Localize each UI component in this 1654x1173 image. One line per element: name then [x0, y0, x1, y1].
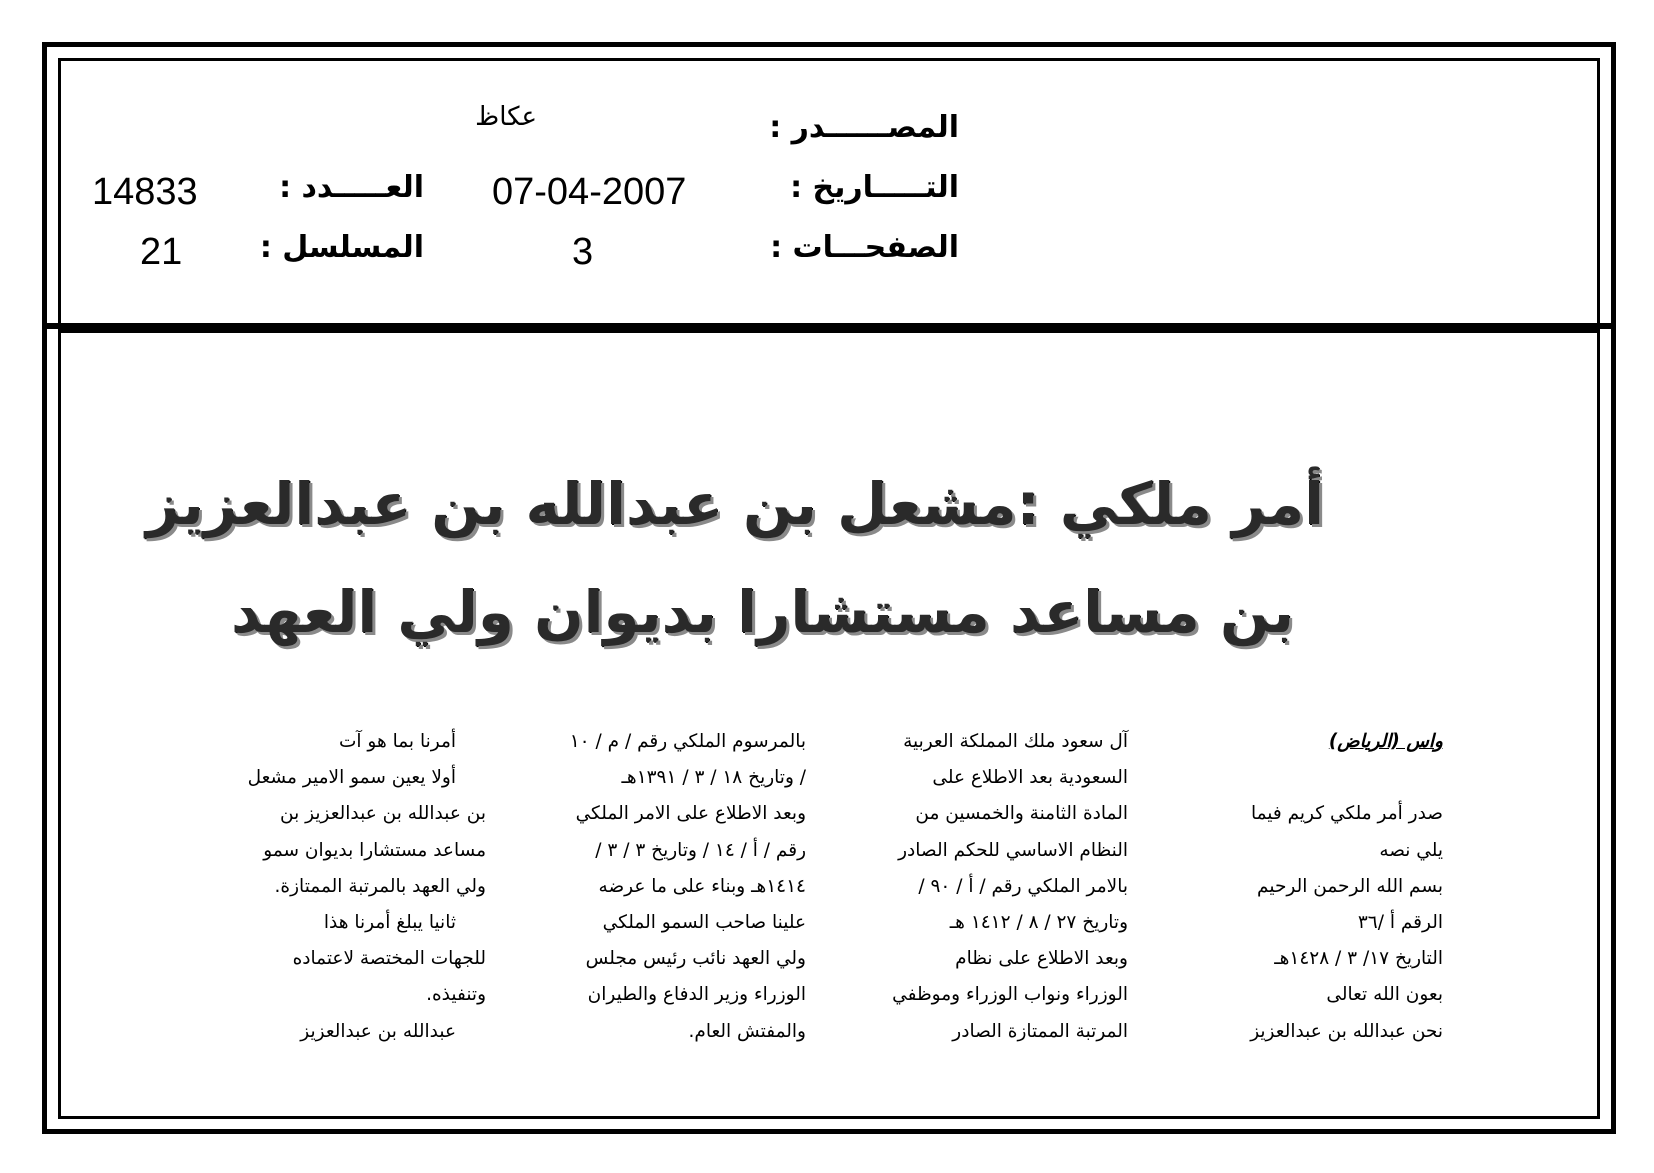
serial-value: 21 [140, 231, 183, 273]
serial-label: المسلسل : [259, 230, 424, 265]
article-line: المرتبة الممتازة الصادر [952, 1020, 1128, 1042]
pages-value: 3 [572, 231, 594, 273]
article-line: والمفتش العام. [688, 1020, 806, 1042]
article-line: بن عبدالله بن عبدالعزيز بن [280, 803, 486, 825]
article-line: ثانيا يبلغ أمرنا هذا [323, 912, 456, 934]
article-line: بالامر الملكي رقم / أ / ٩٠ / [918, 875, 1128, 897]
article-line: وبعد الاطلاع على الامر الملكي [575, 803, 806, 825]
article-line: ١٤١٤هـ وبناء على ما عرضه [598, 875, 806, 897]
pages-label: الصفحـــات : [770, 230, 959, 265]
article-line: مساعد مستشارا بديوان سمو [263, 839, 486, 861]
article-line: ولي العهد بالمرتبة الممتازة. [274, 875, 486, 897]
article-line: نحن عبدالله بن عبدالعزيز [1250, 1020, 1443, 1042]
article-line: آل سعود ملك المملكة العربية [903, 731, 1128, 752]
article-line: الوزراء وزير الدفاع والطيران [587, 984, 806, 1006]
article-line: المادة الثامنة والخمسين من [915, 803, 1128, 825]
article-line: الوزراء ونواب الوزراء وموظفي [892, 984, 1128, 1006]
headline-line-1: أمر ملكي :مشعل بن عبدالله بن عبدالعزيز [145, 470, 1324, 538]
article-column-1 [1160, 724, 1443, 1050]
article-line: بالمرسوم الملكي رقم / م / ١٠ [569, 731, 806, 752]
article-byline: واس (الرياض) [1328, 731, 1443, 752]
source-value: عكاظ [475, 102, 537, 132]
article-line: علينا صاحب السمو الملكي [602, 912, 806, 934]
article-column-3 [516, 724, 806, 1050]
article-line: بعون الله تعالى [1326, 984, 1443, 1006]
article-column-2 [838, 724, 1128, 1050]
date-label: التـــــاريخ : [790, 170, 959, 205]
source-label: المصــــــدر : [769, 110, 959, 145]
article-line: التاريخ ١٧/ ٣ / ١٤٢٨هـ [1274, 948, 1443, 970]
article-line: ولي العهد نائب رئيس مجلس [585, 948, 806, 970]
article-line: النظام الاساسي للحكم الصادر [898, 839, 1128, 861]
article-line: يلي نصه [1379, 839, 1443, 861]
issue-label: العـــــدد : [279, 170, 424, 205]
article-line: السعودية بعد الاطلاع على [932, 767, 1128, 789]
article-column-4 [196, 724, 486, 1050]
article-line: وتنفيذه. [426, 984, 486, 1006]
article-line: أولا يعين سمو الامير مشعل [247, 767, 456, 789]
article-signature: عبدالله بن عبدالعزيز [300, 1020, 456, 1042]
article-line: صدر أمر ملكي كريم فيما [1250, 803, 1443, 825]
date-value: 07-04-2007 [492, 171, 687, 213]
header-divider [44, 323, 1612, 329]
headline-line-2: بن مساعد مستشارا بديوان ولي العهد [231, 578, 1294, 646]
issue-value: 14833 [92, 171, 198, 213]
article-line: بسم الله الرحمن الرحيم [1257, 875, 1443, 897]
article-line [1160, 760, 1443, 796]
article-line: وتاريخ ٢٧ / ٨ / ١٤١٢ هـ [949, 912, 1128, 934]
article-line: أمرنا بما هو آت [338, 731, 456, 752]
article-line: وبعد الاطلاع على نظام [955, 948, 1128, 970]
article-line: الرقم أ /٣٦ [1357, 912, 1443, 934]
article-line: / وتاريخ ١٨ / ٣ / ١٣٩١هـ [621, 767, 806, 789]
article-line: رقم / أ / ١٤ / وتاريخ ٣ / ٣ / [595, 839, 806, 861]
article-line: للجهات المختصة لاعتماده [292, 948, 486, 970]
